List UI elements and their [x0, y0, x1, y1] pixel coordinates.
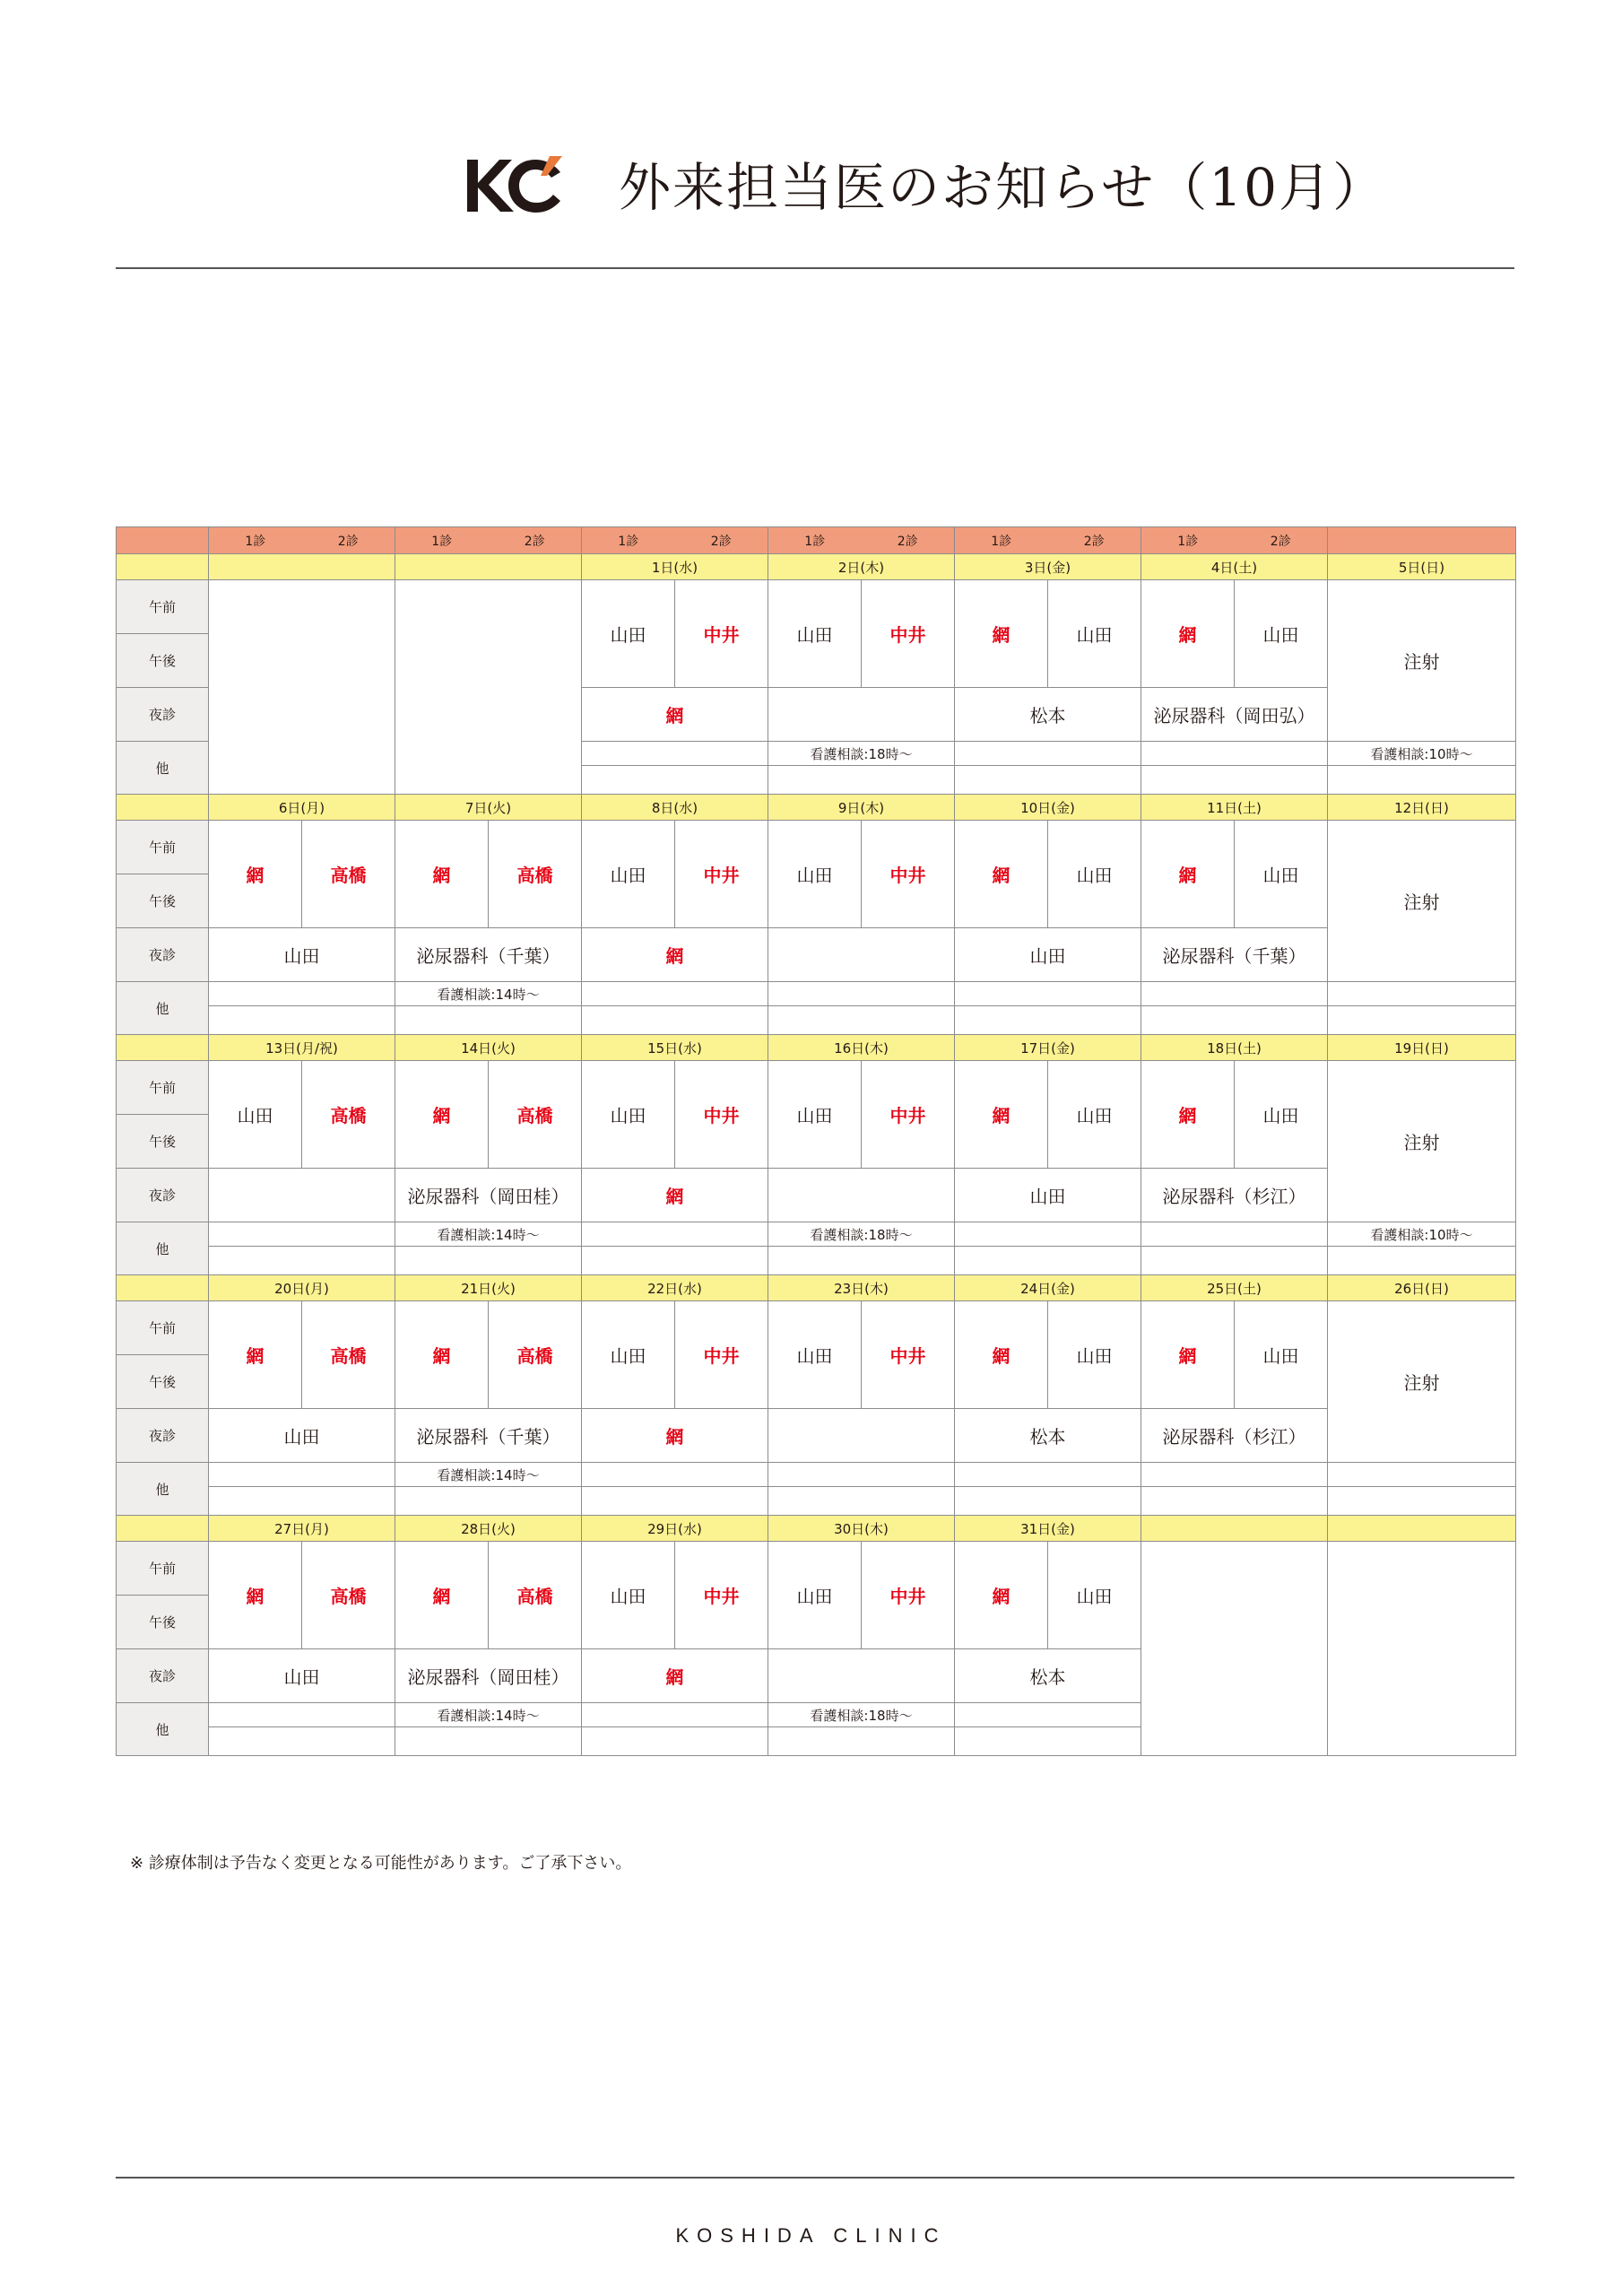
doctor-cell: 中井 [862, 1061, 955, 1169]
other-blank-cell [395, 1487, 582, 1516]
night-clinic-cell: 泌尿器科（杉江） [1141, 1169, 1328, 1222]
night-clinic-cell: 網 [582, 1649, 768, 1703]
night-clinic-cell: 山田 [955, 928, 1141, 982]
schedule-row [117, 1301, 1516, 1355]
other-blank-cell [582, 1727, 768, 1756]
doctor-cell: 山田 [582, 1301, 675, 1409]
other-note-cell [955, 1463, 1141, 1487]
other-blank-cell [1328, 766, 1516, 795]
schedule-row [117, 1247, 1516, 1275]
other-blank-cell [1141, 1247, 1328, 1275]
clinic-label: 1診 [245, 534, 266, 549]
date-cell [1141, 1516, 1328, 1542]
other-note-cell [209, 1703, 395, 1727]
clinic-labels [1141, 532, 1327, 550]
date-cell: 27日(月) [209, 1516, 395, 1542]
night-clinic-cell: 松本 [955, 1649, 1141, 1703]
other-note-cell [768, 982, 955, 1006]
other-blank-cell [955, 1006, 1141, 1035]
date-corner-cell [117, 795, 209, 821]
date-cell: 16日(木) [768, 1035, 955, 1061]
other-note-cell: 看護相談:14時～ [395, 1703, 582, 1727]
row-label: 夜診 [117, 1169, 209, 1222]
clinic-label: 2診 [524, 534, 545, 549]
other-blank-cell [209, 1487, 395, 1516]
clinic-labels [395, 532, 581, 550]
date-cell: 15日(水) [582, 1035, 768, 1061]
date-cell: 1日(水) [582, 554, 768, 580]
schedule-row [117, 1487, 1516, 1516]
date-cell: 24日(金) [955, 1275, 1141, 1301]
other-blank-cell [582, 1487, 768, 1516]
row-label: 午前 [117, 1542, 209, 1596]
schedule-row [117, 982, 1516, 1006]
other-blank-cell [1328, 1247, 1516, 1275]
other-note-cell: 看護相談:18時～ [768, 742, 955, 766]
other-blank-cell [209, 1727, 395, 1756]
doctor-cell: 山田 [1235, 580, 1328, 688]
other-note-cell [582, 1222, 768, 1247]
date-cell: 12日(日) [1328, 795, 1516, 821]
other-blank-cell [1141, 1006, 1328, 1035]
clinic-label: 2診 [1083, 534, 1105, 549]
clinic-header-cell [209, 527, 395, 554]
doctor-cell: 山田 [1235, 1061, 1328, 1169]
other-note-cell [955, 1222, 1141, 1247]
other-blank-cell [768, 1727, 955, 1756]
other-blank-cell [395, 1006, 582, 1035]
doctor-cell: 網 [1141, 821, 1235, 928]
doctor-cell: 高橋 [489, 1061, 582, 1169]
night-clinic-cell: 山田 [209, 928, 395, 982]
night-clinic-cell: 松本 [955, 1409, 1141, 1463]
night-clinic-cell: 泌尿器科（千葉） [1141, 928, 1328, 982]
other-blank-cell [1141, 766, 1328, 795]
other-blank-cell [768, 1487, 955, 1516]
doctor-cell: 網 [395, 821, 489, 928]
row-label: 夜診 [117, 928, 209, 982]
doctor-cell: 山田 [582, 1542, 675, 1649]
date-row [117, 1516, 1516, 1542]
date-cell: 25日(土) [1141, 1275, 1328, 1301]
night-clinic-cell [768, 1169, 955, 1222]
sunday-cell: 注射 [1328, 1301, 1516, 1463]
date-cell: 29日(水) [582, 1516, 768, 1542]
schedule-row [117, 821, 1516, 874]
night-clinic-cell: 網 [582, 688, 768, 742]
row-label: 午前 [117, 1061, 209, 1115]
sunday-cell: 注射 [1328, 1061, 1516, 1222]
clinic-label: 1診 [618, 534, 639, 549]
sunday-cell: 注射 [1328, 821, 1516, 982]
doctor-cell: 山田 [768, 1301, 862, 1409]
clinic-name-footer: KOSHIDA CLINIC [675, 2224, 947, 2247]
other-note-cell [582, 742, 768, 766]
date-cell: 10日(金) [955, 795, 1141, 821]
other-note-cell [582, 1703, 768, 1727]
doctor-cell: 網 [395, 1301, 489, 1409]
other-note-cell [955, 742, 1141, 766]
date-cell: 14日(火) [395, 1035, 582, 1061]
doctor-cell: 高橋 [489, 1301, 582, 1409]
schedule-table [116, 526, 1516, 1756]
date-cell: 28日(火) [395, 1516, 582, 1542]
date-cell: 7日(火) [395, 795, 582, 821]
clinic-label: 1診 [804, 534, 826, 549]
doctor-cell: 中井 [675, 821, 768, 928]
clinic-labels [955, 532, 1141, 550]
empty-day-cell [395, 580, 582, 795]
clinic-header-cell [955, 527, 1141, 554]
night-clinic-cell: 網 [582, 1409, 768, 1463]
night-clinic-cell: 網 [582, 1169, 768, 1222]
other-note-cell [582, 982, 768, 1006]
other-blank-cell [209, 1247, 395, 1275]
other-note-cell [955, 982, 1141, 1006]
date-cell: 4日(土) [1141, 554, 1328, 580]
date-cell: 23日(木) [768, 1275, 955, 1301]
date-corner-cell [117, 1516, 209, 1542]
doctor-cell: 山田 [1048, 1061, 1141, 1169]
row-label: 夜診 [117, 1409, 209, 1463]
date-cell: 8日(水) [582, 795, 768, 821]
other-blank-cell [768, 1006, 955, 1035]
footer-divider [116, 2177, 1514, 2179]
other-note-cell [768, 1463, 955, 1487]
doctor-cell: 網 [1141, 1061, 1235, 1169]
doctor-cell: 山田 [1235, 1301, 1328, 1409]
doctor-cell: 網 [209, 821, 302, 928]
night-clinic-cell [209, 1169, 395, 1222]
other-blank-cell [582, 766, 768, 795]
doctor-cell: 山田 [1048, 1542, 1141, 1649]
doctor-cell: 山田 [1235, 821, 1328, 928]
doctor-cell: 網 [209, 1301, 302, 1409]
other-blank-cell [1141, 1487, 1328, 1516]
doctor-cell: 山田 [1048, 1301, 1141, 1409]
other-note-cell [209, 982, 395, 1006]
clinic-label: 2診 [337, 534, 359, 549]
date-corner-cell [117, 554, 209, 580]
night-clinic-cell: 泌尿器科（岡田桂） [395, 1169, 582, 1222]
empty-day-cell [1328, 1542, 1516, 1756]
other-blank-cell [955, 1247, 1141, 1275]
clinic-header-cell [1328, 527, 1516, 554]
doctor-cell: 山田 [1048, 580, 1141, 688]
date-cell [1328, 1516, 1516, 1542]
doctor-cell: 山田 [209, 1061, 302, 1169]
night-clinic-cell [768, 688, 955, 742]
clinic-header-cell [1141, 527, 1328, 554]
schedule-row [117, 1222, 1516, 1247]
other-note-cell [1328, 1463, 1516, 1487]
clinic-labels [209, 532, 395, 550]
other-note-cell [1141, 1222, 1328, 1247]
schedule-row [117, 1542, 1516, 1596]
doctor-cell: 網 [955, 1061, 1048, 1169]
night-clinic-cell: 泌尿器科（岡田弘） [1141, 688, 1328, 742]
date-cell: 9日(木) [768, 795, 955, 821]
night-clinic-cell: 泌尿器科（千葉） [395, 928, 582, 982]
date-cell: 30日(木) [768, 1516, 955, 1542]
doctor-cell: 中井 [862, 580, 955, 688]
clinic-header-cell [582, 527, 768, 554]
date-row [117, 1035, 1516, 1061]
doctor-cell: 山田 [768, 821, 862, 928]
date-cell: 22日(水) [582, 1275, 768, 1301]
row-label: 夜診 [117, 1649, 209, 1703]
night-clinic-cell: 泌尿器科（杉江） [1141, 1409, 1328, 1463]
other-note-cell [209, 1463, 395, 1487]
other-note-cell: 看護相談:14時～ [395, 982, 582, 1006]
other-note-cell: 看護相談:18時～ [768, 1222, 955, 1247]
other-blank-cell [768, 1247, 955, 1275]
doctor-cell: 山田 [768, 1061, 862, 1169]
other-blank-cell [955, 766, 1141, 795]
date-cell: 19日(日) [1328, 1035, 1516, 1061]
night-clinic-cell [768, 1409, 955, 1463]
date-row [117, 554, 1516, 580]
doctor-cell: 山田 [1048, 821, 1141, 928]
other-note-cell: 看護相談:18時～ [768, 1703, 955, 1727]
doctor-cell: 網 [209, 1542, 302, 1649]
doctor-cell: 網 [395, 1542, 489, 1649]
doctor-cell: 高橋 [302, 1542, 395, 1649]
date-row [117, 795, 1516, 821]
header-divider [116, 267, 1514, 269]
date-cell: 26日(日) [1328, 1275, 1516, 1301]
other-note-cell: 看護相談:10時～ [1328, 1222, 1516, 1247]
clinic-header-cell [395, 527, 582, 554]
doctor-cell: 山田 [582, 580, 675, 688]
clinic-logo-icon [464, 152, 571, 217]
night-clinic-cell: 山田 [955, 1169, 1141, 1222]
date-cell: 13日(月/祝) [209, 1035, 395, 1061]
date-cell: 3日(金) [955, 554, 1141, 580]
date-cell: 2日(木) [768, 554, 955, 580]
row-label: 他 [117, 1463, 209, 1516]
other-note-cell [582, 1463, 768, 1487]
date-corner-cell [117, 1035, 209, 1061]
other-note-cell: 看護相談:10時～ [1328, 742, 1516, 766]
empty-day-cell [1141, 1542, 1328, 1756]
clinic-labels [582, 532, 768, 550]
doctor-cell: 中井 [675, 580, 768, 688]
other-blank-cell [395, 1247, 582, 1275]
sunday-cell: 注射 [1328, 580, 1516, 742]
other-note-cell: 看護相談:14時～ [395, 1463, 582, 1487]
empty-day-cell [209, 580, 395, 795]
schedule-row [117, 1169, 1516, 1222]
row-label: 他 [117, 742, 209, 795]
clinic-header-row [117, 527, 1516, 554]
doctor-cell: 高橋 [489, 1542, 582, 1649]
date-cell [209, 554, 395, 580]
clinic-header-cell [768, 527, 955, 554]
doctor-cell: 網 [1141, 1301, 1235, 1409]
clinic-label: 1診 [1177, 534, 1199, 549]
row-label: 午前 [117, 1301, 209, 1355]
clinic-labels [768, 532, 954, 550]
date-cell: 21日(火) [395, 1275, 582, 1301]
doctor-cell: 山田 [582, 1061, 675, 1169]
other-blank-cell [955, 1487, 1141, 1516]
other-blank-cell [768, 766, 955, 795]
schedule-row [117, 1463, 1516, 1487]
other-blank-cell [395, 1727, 582, 1756]
night-clinic-cell: 松本 [955, 688, 1141, 742]
page-title: 外来担当医のお知らせ（10月） [619, 157, 1387, 218]
night-clinic-cell: 山田 [209, 1409, 395, 1463]
doctor-cell: 高橋 [302, 821, 395, 928]
doctor-cell: 中井 [862, 821, 955, 928]
date-cell: 18日(土) [1141, 1035, 1328, 1061]
other-blank-cell [582, 1006, 768, 1035]
doctor-cell: 網 [955, 580, 1048, 688]
row-label: 午後 [117, 874, 209, 928]
corner-cell [117, 527, 209, 554]
doctor-cell: 網 [395, 1061, 489, 1169]
other-note-cell [1141, 742, 1328, 766]
date-cell: 11日(土) [1141, 795, 1328, 821]
row-label: 午後 [117, 1355, 209, 1409]
night-clinic-cell: 山田 [209, 1649, 395, 1703]
clinic-label: 1診 [991, 534, 1012, 549]
other-note-cell [1328, 982, 1516, 1006]
doctor-cell: 網 [955, 1542, 1048, 1649]
row-label: 夜診 [117, 688, 209, 742]
doctor-cell: 山田 [768, 1542, 862, 1649]
doctor-cell: 中井 [675, 1542, 768, 1649]
date-cell: 5日(日) [1328, 554, 1516, 580]
schedule-row [117, 1409, 1516, 1463]
schedule-row [117, 1061, 1516, 1115]
row-label: 他 [117, 1703, 209, 1756]
doctor-cell: 網 [1141, 580, 1235, 688]
page-header [0, 152, 1622, 260]
night-clinic-cell [768, 1649, 955, 1703]
other-blank-cell [1328, 1006, 1516, 1035]
doctor-cell: 中井 [862, 1542, 955, 1649]
date-cell [395, 554, 582, 580]
schedule-row [117, 928, 1516, 982]
clinic-label: 2診 [710, 534, 732, 549]
night-clinic-cell: 網 [582, 928, 768, 982]
doctor-cell: 高橋 [302, 1301, 395, 1409]
doctor-cell: 高橋 [302, 1061, 395, 1169]
doctor-cell: 網 [955, 1301, 1048, 1409]
row-label: 午後 [117, 634, 209, 688]
date-cell: 6日(月) [209, 795, 395, 821]
date-corner-cell [117, 1275, 209, 1301]
other-note-cell [955, 1703, 1141, 1727]
date-row [117, 1275, 1516, 1301]
doctor-cell: 中井 [675, 1301, 768, 1409]
doctor-cell: 山田 [768, 580, 862, 688]
other-blank-cell [582, 1247, 768, 1275]
disclaimer-note: ※ 診療体制は予告なく変更となる可能性があります。ご了承下さい。 [130, 1854, 632, 1873]
schedule-row [117, 580, 1516, 634]
date-cell: 31日(金) [955, 1516, 1141, 1542]
row-label: 他 [117, 1222, 209, 1275]
doctor-cell: 高橋 [489, 821, 582, 928]
date-cell: 17日(金) [955, 1035, 1141, 1061]
row-label: 午前 [117, 821, 209, 874]
doctor-cell: 山田 [582, 821, 675, 928]
other-note-cell [209, 1222, 395, 1247]
other-note-cell [1141, 1463, 1328, 1487]
doctor-cell: 中井 [862, 1301, 955, 1409]
night-clinic-cell: 泌尿器科（千葉） [395, 1409, 582, 1463]
other-note-cell [1141, 982, 1328, 1006]
night-clinic-cell [768, 928, 955, 982]
row-label: 午前 [117, 580, 209, 634]
doctor-cell: 中井 [675, 1061, 768, 1169]
clinic-label: 2診 [897, 534, 918, 549]
schedule-row [117, 1006, 1516, 1035]
other-blank-cell [209, 1006, 395, 1035]
row-label: 午後 [117, 1115, 209, 1169]
clinic-label: 1診 [431, 534, 453, 549]
date-cell: 20日(月) [209, 1275, 395, 1301]
row-label: 他 [117, 982, 209, 1035]
clinic-label: 2診 [1270, 534, 1291, 549]
other-blank-cell [1328, 1487, 1516, 1516]
doctor-cell: 網 [955, 821, 1048, 928]
night-clinic-cell: 泌尿器科（岡田桂） [395, 1649, 582, 1703]
other-blank-cell [955, 1727, 1141, 1756]
row-label: 午後 [117, 1596, 209, 1649]
other-note-cell: 看護相談:14時～ [395, 1222, 582, 1247]
